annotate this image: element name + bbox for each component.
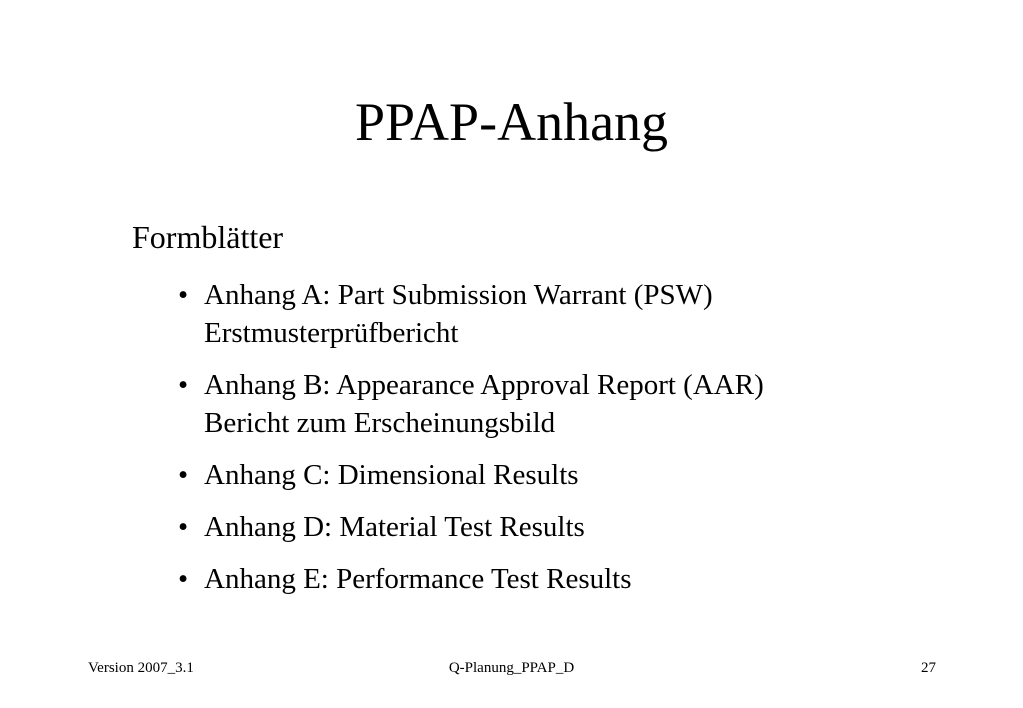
bullet-list [178,276,958,612]
bullet-subtext: Erstmusterprüfbericht [204,317,459,349]
bullet-marker: • [178,279,189,311]
footer-version: Version 2007_3.1 [88,660,194,676]
bullet-marker: • [178,459,189,491]
bullet-marker: • [178,511,189,543]
bullet-text: Anhang C: Dimensional Results [204,459,579,491]
bullet-item-anhang-a [178,276,958,352]
bullet-item-anhang-e [178,560,958,598]
bullet-subtext: Bericht zum Erscheinungsbild [204,407,556,439]
bullet-marker: • [178,563,189,595]
footer-page-number: 27 [921,660,936,676]
bullet-text: Anhang E: Performance Test Results [204,563,632,595]
bullet-text: Anhang A: Part Submission Warrant (PSW) [204,279,713,311]
bullet-text: Anhang D: Material Test Results [204,511,585,543]
bullet-item-anhang-b [178,366,958,442]
section-heading: Formblätter [132,219,284,255]
bullet-text: Anhang B: Appearance Approval Report (AAR) [204,369,764,401]
bullet-marker: • [178,369,189,401]
bullet-item-anhang-d [178,508,958,546]
footer-document-name: Q-Planung_PPAP_D [448,660,575,676]
slide-title: PPAP-Anhang [354,92,669,152]
bullet-item-anhang-c [178,456,958,494]
